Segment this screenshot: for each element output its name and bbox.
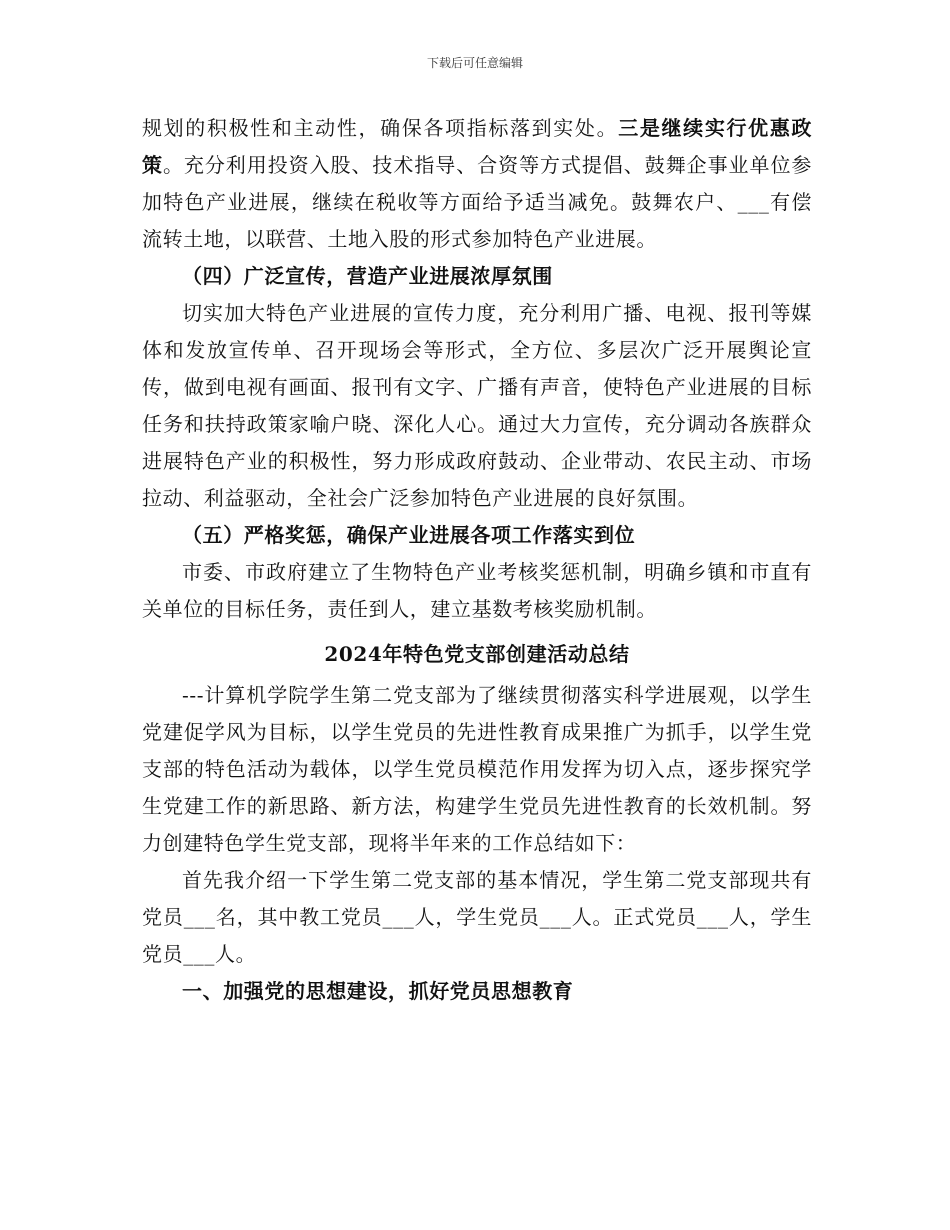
page-header: 下载后可任意编辑 <box>426 56 523 70</box>
paragraph-basic-info: 首先我介绍一下学生第二党支部的基本情况，学生第二党支部现共有党员___名，其中教工党员___人，学生党员___人。正式党员___人，学生党员___人。 <box>142 868 812 966</box>
document-title: 2024年特色党支部创建活动总结 <box>324 642 630 666</box>
paragraph-text: 。充分利用投资入股、技术指导、合资等方式提倡、鼓舞企事业单位参加特色产业进展，继续在税收等方面给予适当减免。鼓舞农户、___有偿流转土地，以联营、土地入股的形式参加特色产业进展。 <box>142 153 812 251</box>
section-heading-4: （四）广泛宣传，营造产业进展浓厚氛围 <box>182 264 553 288</box>
document-body <box>142 110 812 1010</box>
section-heading-5: （五）严格奖惩，确保产业进展各项工作落实到位 <box>182 523 636 547</box>
bold-phrase: 三是继续实行优惠政策 <box>142 116 813 177</box>
paragraph-policy <box>142 110 812 258</box>
paragraph-publicity: 切实加大特色产业进展的宣传力度，充分利用广播、电视、报刊等媒体和发放宣传单、召开现场会等形式，全方位、多层次广泛开展舆论宣传，做到电视有画面、报刊有文字、广播有声音，使特色产业进展的目标任务和扶持政策家喻户晓、深化人心。通过大力宣传，充分调动各族群众进展特色产业的积极性，努力形成政府鼓动、企业带动、农民主动、市场拉动、利益驱动，全社会广泛参加特色产业进展的良好氛围。 <box>142 301 812 510</box>
section-heading-1: 一、加强党的思想建设，抓好党员思想教育 <box>182 979 574 1003</box>
paragraph-text: 规划的积极性和主动性，确保各项指标落到实处。 <box>142 116 619 140</box>
paragraph-intro: ---计算机学院学生第二党支部为了继续贯彻落实科学进展观，以学生党建促学风为目标，以学生党员的先进性教育成果推广为抓手，以学生党支部的特色活动为载体，以学生党员模范作用发挥为切入点，逐步探究学生党建工作的新思路、新方法，构建学生党员先进性教育的长效机制。努力创建特色学生党支部，现将半年来的工作总结如下： <box>142 683 812 855</box>
paragraph-rewards: 市委、市政府建立了生物特色产业考核奖惩机制，明确乡镇和市直有关单位的目标任务，责任到人，建立基数考核奖励机制。 <box>142 560 812 621</box>
